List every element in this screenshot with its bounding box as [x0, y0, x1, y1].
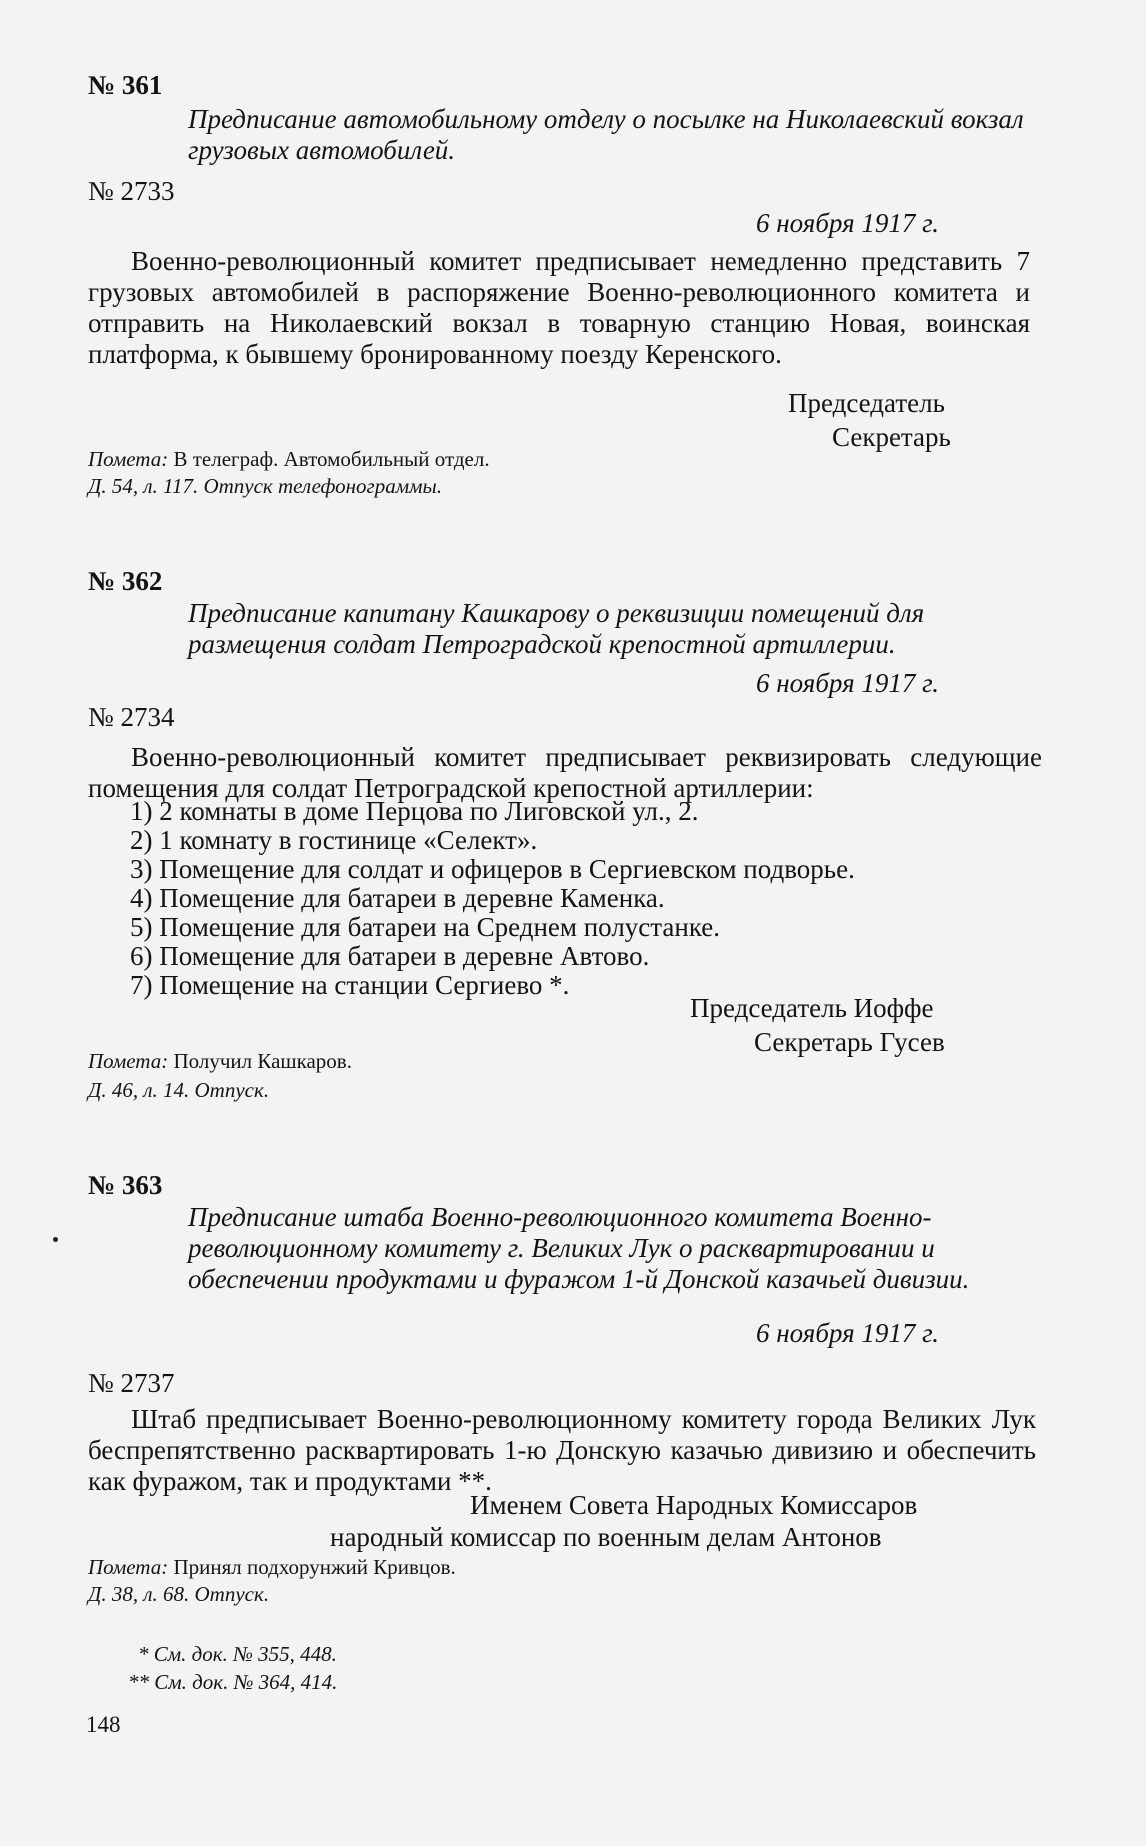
doc363-note-label: Помета:: [88, 1555, 169, 1579]
doc363-title: Предписание штаба Военно-революционного комитета Военно-революционному комитету г. Великих Лук о расквартировании и обеспечении продуктами и фуражом 1-й Донской казачьей дивизии.: [188, 1202, 970, 1294]
doc363-archive-ref: Д. 38, л. 68. Отпуск.: [88, 1582, 270, 1606]
doc361-note-label: Помета:: [88, 447, 169, 471]
doc362-date: 6 ноября 1917 г.: [756, 668, 940, 698]
doc363-paragraph: Штаб предписывает Военно-революционному комитету города Великих Лук беспрепятственно расквартировать 1-ю Донскую казачью дивизию и обеспечить как фуражом, так и продуктами **.: [88, 1404, 1036, 1496]
footnote-2: ** См. док. № 364, 414.: [128, 1670, 338, 1694]
doc361-text: [88, 246, 1030, 370]
doc361-reg-number: № 2733: [88, 176, 175, 206]
doc362-number: № 362: [88, 566, 163, 596]
list-item: 7) Помещение на станции Сергиево *.: [130, 970, 570, 1000]
doc361-note-text: В телеграф. Автомобильный отдел.: [173, 447, 490, 471]
doc361-title: Предписание автомобильному отделу о посылке на Николаевский вокзал грузовых автомобилей.: [188, 104, 1024, 165]
doc361-note: [88, 447, 490, 472]
doc362-title: Предписание капитану Кашкарову о реквизиции помещений для размещения солдат Петроградской крепостной артиллерии.: [188, 598, 925, 659]
doc363-number: № 363: [88, 1170, 163, 1200]
doc361-number: № 361: [88, 70, 163, 100]
doc363-text: [88, 1404, 1036, 1497]
list-item: 6) Помещение для батареи в деревне Автово.: [130, 941, 650, 971]
list-item: 2) 1 комнату в гостинице «Селект».: [130, 825, 538, 855]
doc361-signature-secretary: Секретарь: [832, 422, 951, 452]
doc363-note-text: Принял подхорунжий Кривцов.: [173, 1555, 456, 1579]
doc362-items-list: [130, 797, 855, 1000]
doc363-signature-line2: народный комиссар по военным делам Антонов: [330, 1522, 882, 1552]
doc362-paragraph: Военно-революционный комитет предписывает реквизировать следующие помещения для солдат Петроградской крепостной артиллерии:: [88, 742, 1042, 803]
doc363-note: [88, 1555, 456, 1580]
footnote-1: * См. док. № 355, 448.: [138, 1642, 337, 1666]
list-item: 1) 2 комнаты в доме Перцова по Лиговской ул., 2.: [130, 796, 699, 826]
list-item: 3) Помещение для солдат и офицеров в Сергиевском подворье.: [130, 854, 855, 884]
doc362-signature-secretary: Секретарь Гусев: [754, 1027, 945, 1057]
scan-mark: [53, 1237, 58, 1242]
list-item: 5) Помещение для батареи на Среднем полустанке.: [130, 912, 721, 942]
list-item: 4) Помещение для батареи в деревне Каменка.: [130, 883, 665, 913]
doc363-date: 6 ноября 1917 г.: [756, 1318, 940, 1348]
doc363-signature-line1: Именем Совета Народных Комиссаров: [470, 1490, 918, 1520]
doc361-date: 6 ноября 1917 г.: [756, 208, 940, 238]
doc363-reg-number: № 2737: [88, 1368, 175, 1398]
doc362-archive-ref: Д. 46, л. 14. Отпуск.: [88, 1078, 270, 1102]
doc362-text: [88, 742, 1042, 804]
doc361-signature-chair: Председатель: [788, 388, 945, 418]
doc362-reg-number: № 2734: [88, 702, 175, 732]
doc362-note-label: Помета:: [88, 1049, 169, 1073]
doc361-paragraph: Военно-революционный комитет предписывает немедленно представить 7 грузовых автомобилей в распоряжение Военно-революционного комитета и отправить на Николаевский вокзал в товарную станцию Новая, воинская платформа, к бывшему бронированному поезду Керенского.: [88, 246, 1030, 369]
page-number: 148: [86, 1712, 121, 1737]
doc362-note: [88, 1049, 352, 1074]
doc362-note-text: Получил Кашкаров.: [173, 1049, 352, 1073]
doc361-archive-ref: Д. 54, л. 117. Отпуск телефонограммы.: [88, 474, 442, 498]
doc362-signature-chair: Председатель Иоффе: [690, 993, 934, 1023]
